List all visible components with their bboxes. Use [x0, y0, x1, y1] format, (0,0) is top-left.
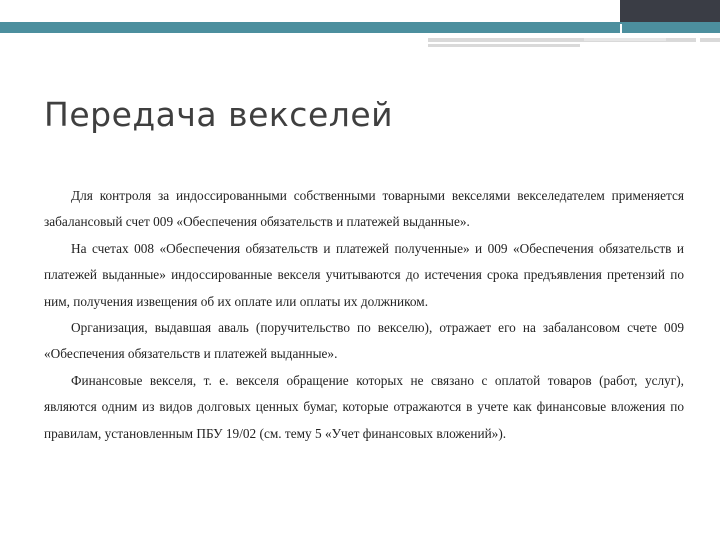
accent-divider: [620, 24, 622, 33]
paragraph: Организация, выдавшая аваль (поручительство по векселю), отражает его на забалансовом счете 009 «Обеспечения обязательств и платежей выданные».: [44, 320, 684, 362]
decorative-line: [428, 44, 580, 47]
paragraph: На счетах 008 «Обеспечения обязательств и платежей полученные» и 009 «Обеспечения обязательств и платежей выданные» индоссированные векселя учитываются до истечения срока предъявления претензий по ним, получения извещения об их оплате или оплаты их должником.: [44, 240, 684, 309]
paragraph: Для контроля за индоссированными собственными товарными векселями векселедателем применяется забалансовый счет 009 «Обеспечения обязательств и платежей выданные».: [44, 188, 684, 230]
slide-title: Передача векселей: [44, 95, 394, 134]
slide-body: [44, 183, 684, 447]
decorative-line: [700, 38, 720, 42]
paragraph: Финансовые векселя, т. е. векселя обращение которых не связано с оплатой товаров (работ, услуг), являются одним из видов долговых ценных бумаг, которые отражаются в учете как финансовые вложения по правилам, установленным ПБУ 19/02 (см. тему 5 «Учет финансовых вложений»).: [44, 372, 684, 441]
top-accent-bar: [0, 22, 720, 33]
decorative-line: [584, 38, 666, 41]
